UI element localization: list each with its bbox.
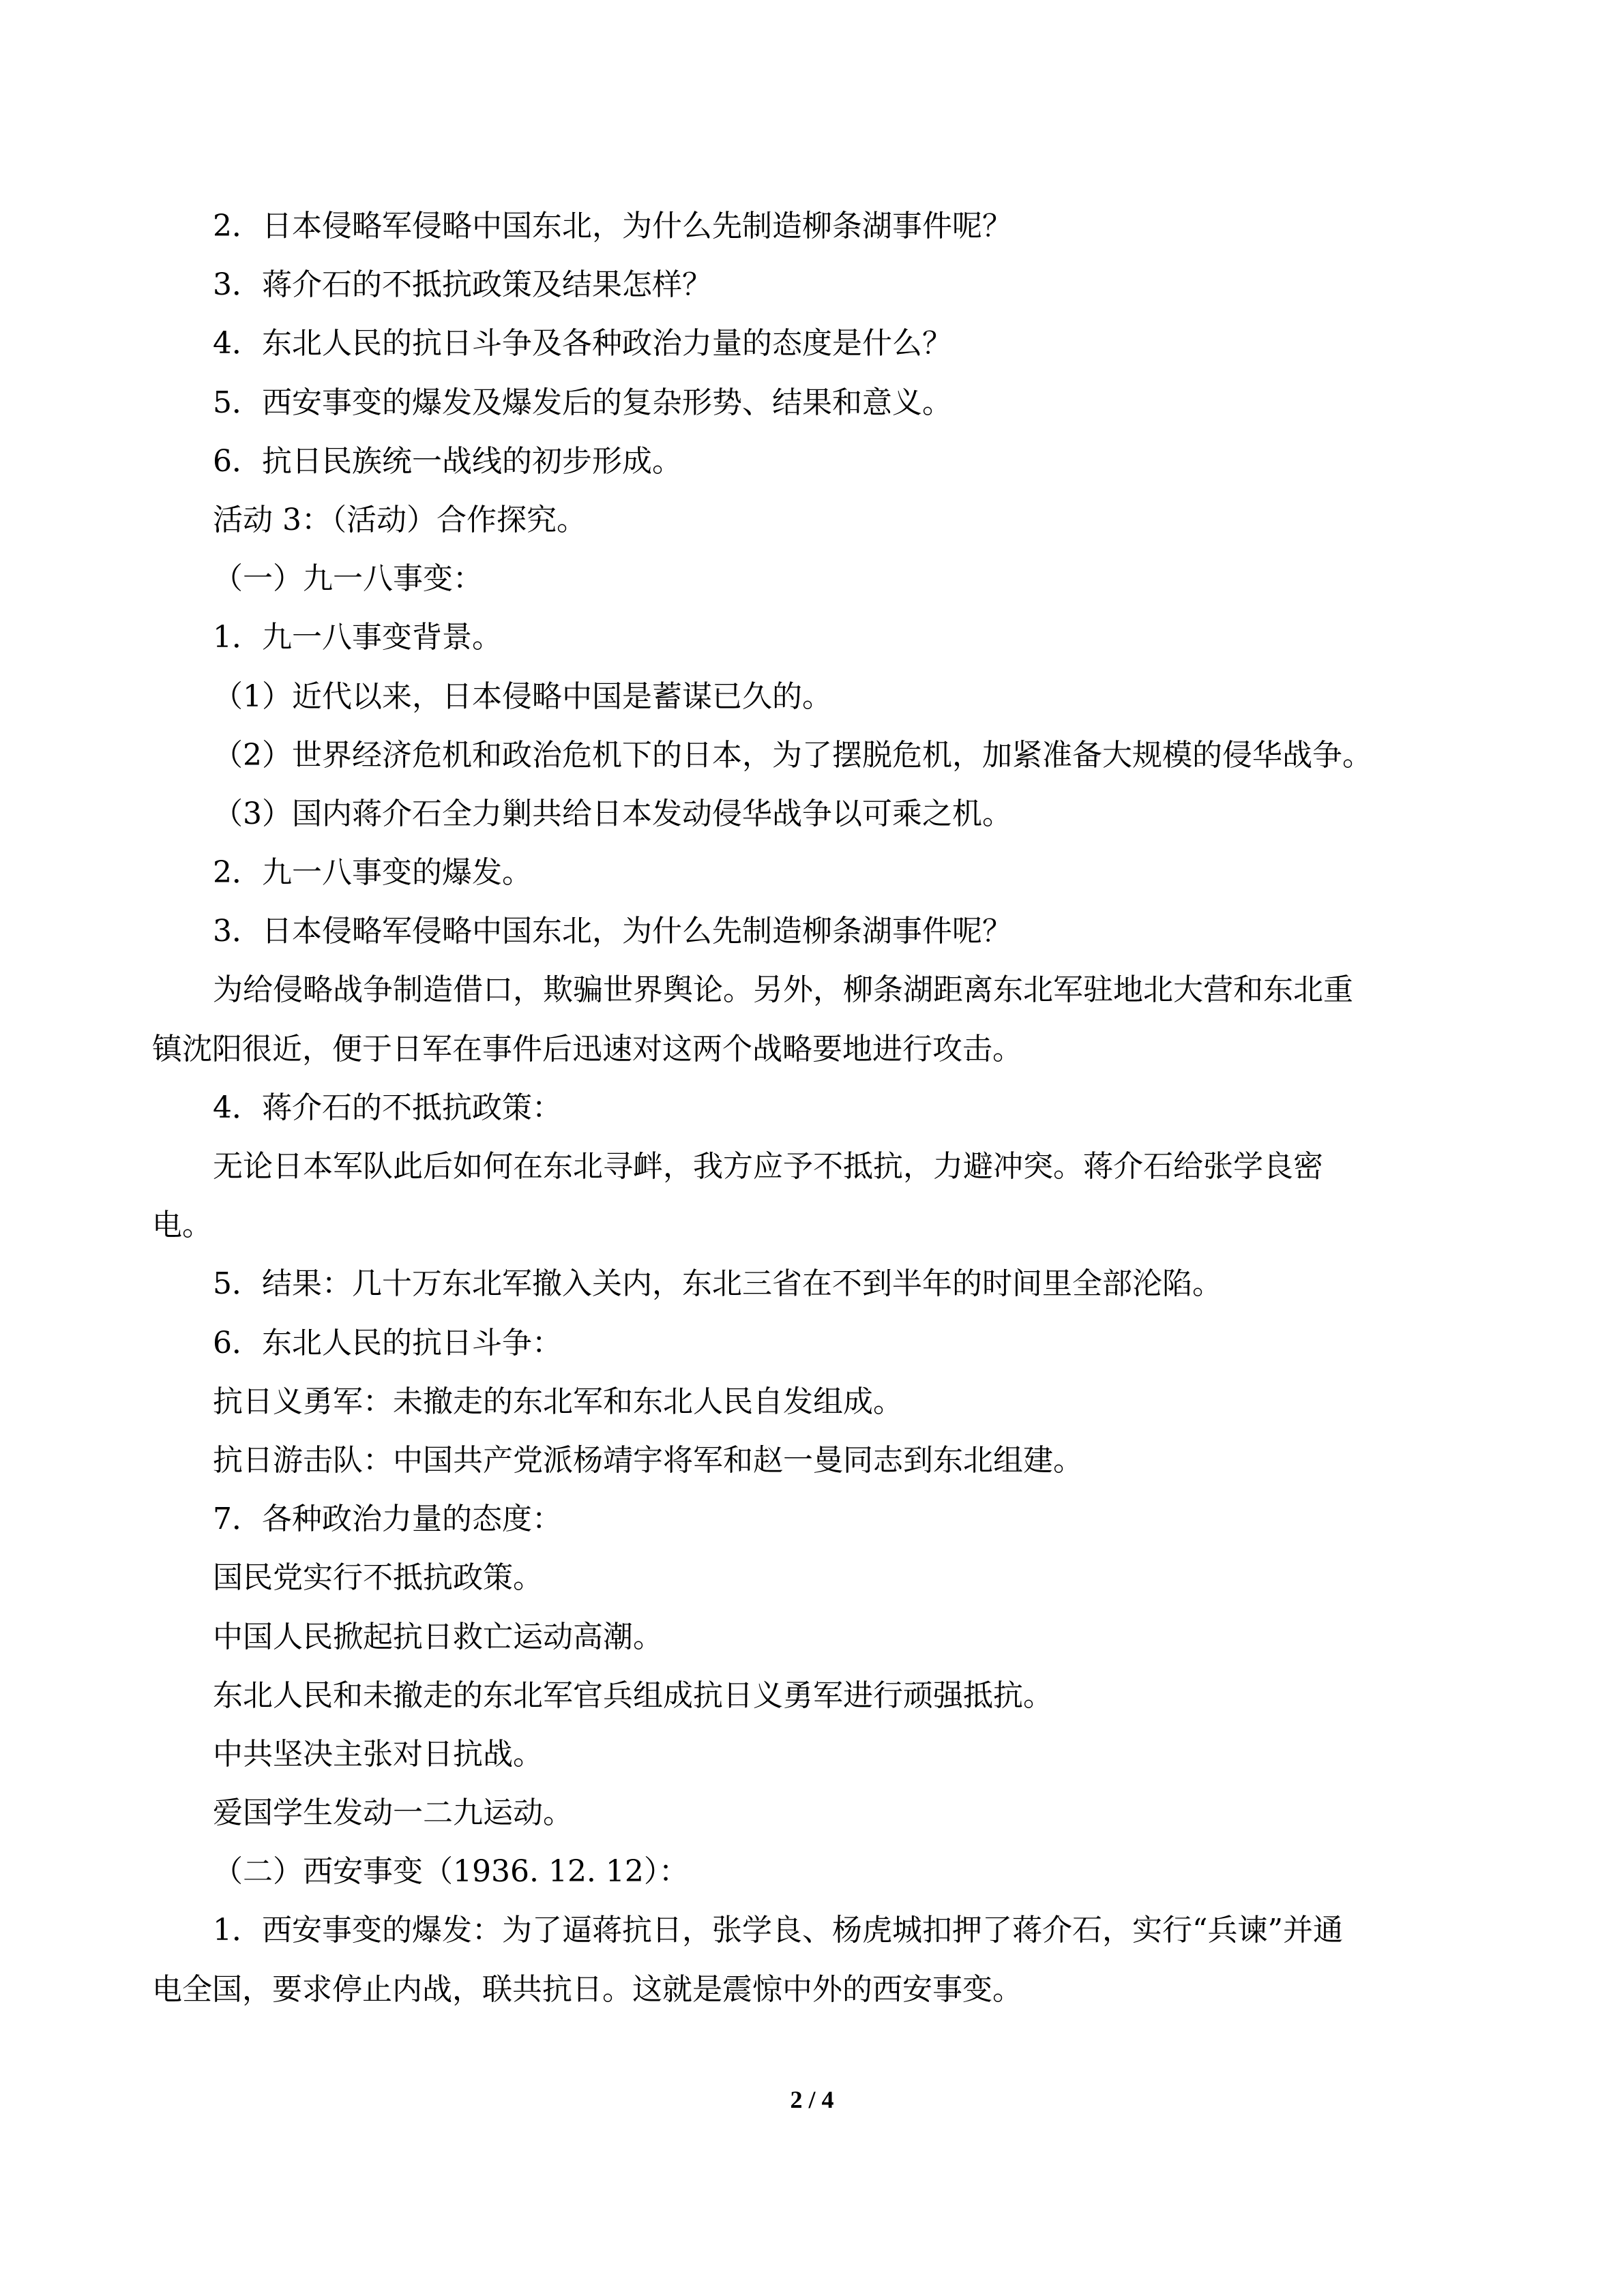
subsection-heading: 2．九一八事变的爆发。 [213, 855, 532, 891]
section-heading: （一）九一八事变： [213, 561, 483, 597]
activity-heading: 活动 3：（活动）合作探究。 [213, 502, 587, 537]
subsection-heading: 5．结果：几十万东北军撤入关内，东北三省在不到半年的时间里全部沦陷。 [213, 1266, 1222, 1302]
paragraph-line: 抗日游击队：中国共产党派杨靖宇将军和赵一曼同志到东北组建。 [213, 1442, 1083, 1478]
subsection-heading: 4．蒋介石的不抵抗政策： [213, 1090, 562, 1125]
subsection-heading: 3．日本侵略军侵略中国东北，为什么先制造柳条湖事件呢？ [213, 914, 1012, 949]
question-line: 5．西安事变的爆发及爆发后的复杂形势、结果和意义。 [213, 385, 952, 420]
list-item: （1）近代以来，日本侵略中国是蓄谋已久的。 [213, 679, 832, 714]
subsection-heading: 7．各种政治力量的态度： [213, 1502, 562, 1537]
paragraph-line: 无论日本军队此后如何在东北寻衅，我方应予不抵抗，力避冲突。蒋介石给张学良密 [213, 1149, 1323, 1184]
question-line: 3．蒋介石的不抵抗政策及结果怎样？ [213, 267, 712, 303]
paragraph-line: 1．西安事变的爆发：为了逼蒋抗日，张学良、杨虎城扣押了蒋介石，实行“兵谏”并通 [213, 1913, 1343, 1948]
paragraph-line: 电。 [152, 1208, 212, 1243]
question-line: 2．日本侵略军侵略中国东北，为什么先制造柳条湖事件呢？ [213, 209, 1012, 243]
subsection-heading: 6．东北人民的抗日斗争： [213, 1325, 562, 1360]
paragraph-line: 中国人民掀起抗日救亡运动高潮。 [213, 1619, 663, 1654]
question-line: 6．抗日民族统一战线的初步形成。 [213, 443, 682, 479]
paragraph-line: 中共坚决主张对日抗战。 [213, 1736, 543, 1772]
paragraph-line: 镇沈阳很近，便于日军在事件后迅速对这两个战略要地进行攻击。 [152, 1031, 1022, 1067]
list-item: （3）国内蒋介石全力剿共给日本发动侵华战争以可乘之机。 [213, 796, 1012, 831]
list-item: （2）世界经济危机和政治危机下的日本，为了摆脱危机，加紧准备大规模的侵华战争。 [213, 737, 1372, 773]
page-number: 2 / 4 [790, 2086, 834, 2113]
subsection-heading: 1．九一八事变背景。 [213, 620, 502, 655]
document-body [0, 197, 1624, 2019]
paragraph-line: 抗日义勇军：未撤走的东北军和东北人民自发组成。 [213, 1384, 903, 1419]
question-line: 4．东北人民的抗日斗争及各种政治力量的态度是什么？ [213, 326, 952, 361]
section-heading: （二）西安事变（1936. 12. 12）： [213, 1854, 689, 1890]
paragraph-line: 国民党实行不抵抗政策。 [213, 1560, 543, 1596]
paragraph-line: 电全国，要求停止内战，联共抗日。这就是震惊中外的西安事变。 [152, 1971, 1022, 2007]
paragraph-line: 东北人民和未撤走的东北军官兵组成抗日义勇军进行顽强抵抗。 [213, 1678, 1053, 1713]
paragraph-line: 爱国学生发动一二九运动。 [213, 1795, 573, 1831]
paragraph-line: 为给侵略战争制造借口，欺骗世界舆论。另外，柳条湖距离东北军驻地北大营和东北重 [213, 972, 1353, 1008]
